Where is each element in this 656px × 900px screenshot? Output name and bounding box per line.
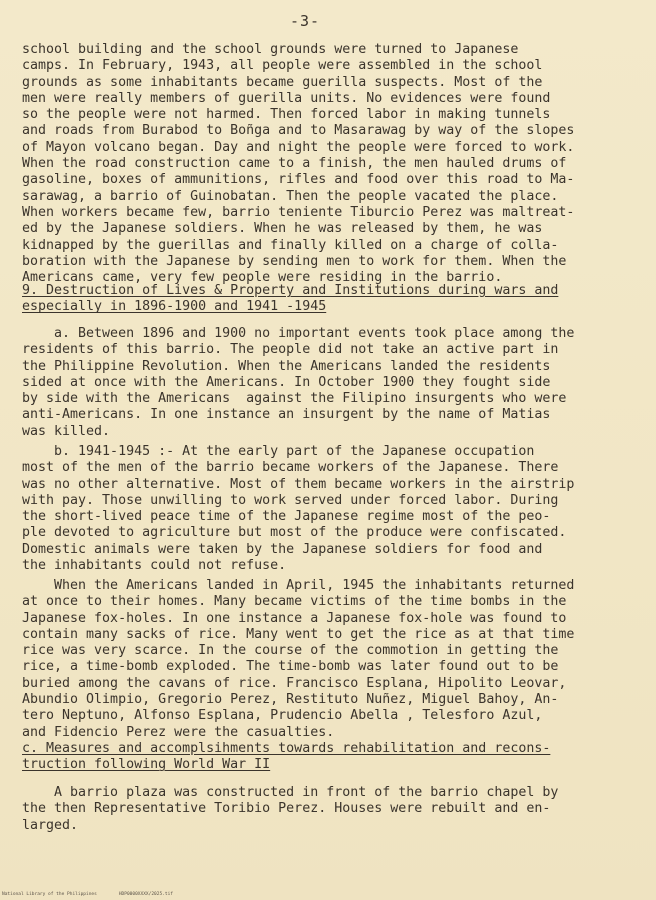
text-line: grounds as some inhabitants became guerilla suspects. Most of the [22,74,543,90]
section-heading-9 [22,283,642,316]
section-heading-c [22,741,642,774]
text-line: especially in 1896-1900 and 1941 -1945 [22,299,327,315]
text-line: buried among the cavans of rice. Francisco Esplana, Hipolito Leovar, [22,675,567,691]
text-line: at once to their homes. Many became victims of the time bombs in the [22,594,567,610]
paragraph-intro [22,42,642,286]
text-line: school building and the school grounds were turned to Japanese [22,42,519,57]
text-line: camps. In February, 1943, all people were assembled in the school [22,58,543,74]
text-line: ed by the Japanese soldiers. When he was released by them, he was [22,221,543,237]
page-number: -3- [290,12,321,30]
text-line: ple devoted to agriculture but most of the produce were confiscated. [22,525,567,541]
text-line: tero Neptuno, Alfonso Esplana, Prudencio Abella , Telesforo Azul, [22,708,543,724]
text-line: a. Between 1896 and 1900 no important events took place among the [22,326,575,341]
text-line: most of the men of the barrio became workers of the Japanese. There [22,460,559,476]
paragraph-a [22,326,642,440]
text-line: men were really members of guerilla units. No evidences were found [22,90,551,106]
text-line: sided at once with the Americans. In October 1900 they fought side [22,374,551,390]
text-line: When workers became few, barrio teniente Tiburcio Perez was maltreat- [22,204,575,220]
paragraph-americans-landed [22,578,642,741]
text-line: Japanese fox-holes. In one instance a Japanese fox-hole was found to [22,610,567,626]
text-line: b. 1941-1945 :- At the early part of the Japanese occupation [22,444,535,459]
paragraph-c [22,785,642,834]
text-line: the short-lived peace time of the Japanese regime most of the peo- [22,509,551,525]
file-id: HDP0000XXXX/2025.tif [118,892,174,897]
text-line: and Fidencio Perez were the casualties. [22,724,335,740]
text-line: and roads from Burabod to Boñga and to Masarawag by way of the slopes [22,123,575,139]
text-line: Abundio Olimpio, Gregorio Perez, Restituto Nuñez, Miguel Bahoy, An- [22,692,559,708]
text-line: When the road construction came to a finish, the men hauled drums of [22,156,567,172]
text-line: the Philippine Revolution. When the Americans landed the residents [22,358,551,374]
text-line: Domestic animals were taken by the Japanese soldiers for food and [22,541,543,557]
text-line: When the Americans landed in April, 1945 the inhabitants returned [22,578,575,593]
text-line: so the people were not harmed. Then forced labor in making tunnels [22,107,551,123]
text-line: of Mayon volcano began. Day and night the people were forced to work. [22,139,575,155]
text-line: the then Representative Toribio Perez. Houses were rebuilt and en- [22,801,551,817]
text-line: rice, a time-bomb exploded. The time-bomb was later found out to be [22,659,559,675]
text-line: 9. Destruction of Lives & Property and Institutions during wars and [22,283,559,298]
text-line: A barrio plaza was constructed in front of the barrio chapel by [22,785,559,800]
text-line: larged. [22,817,79,833]
text-line: c. Measures and accomplsihments towards rehabilitation and recons- [22,741,551,756]
paragraph-b [22,444,642,574]
text-line: sarawag, a barrio of Guinobatan. Then the people vacated the place. [22,188,559,204]
text-line: Americans came, very few people were residing in the barrio. [22,270,503,286]
text-line: was no other alternative. Most of them became workers in the airstrip [22,476,575,492]
text-line: by side with the Americans against the Filipino insurgents who were [22,391,567,407]
text-line: truction following World War II [22,757,271,773]
text-line: the inhabitants could not refuse. [22,558,287,574]
text-line: residents of this barrio. The people did not take an active part in [22,342,559,358]
text-line: kidnapped by the guerillas and finally killed on a charge of colla- [22,237,559,253]
library-name: National Library of the Philippines [2,892,97,897]
text-line: anti-Americans. In one instance an insurgent by the name of Matias [22,407,551,423]
text-line: gasoline, boxes of ammunitions, rifles and food over this road to Ma- [22,172,575,188]
text-line: was killed. [22,423,111,439]
text-line: contain many sacks of rice. Many went to get the rice as at that time [22,626,575,642]
text-line: rice was very scarce. In the course of the commotion in getting the [22,643,559,659]
text-line: boration with the Japanese by sending men to work for them. When the [22,253,567,269]
text-line: with pay. Those unwilling to work served under forced labor. During [22,492,559,508]
scan-footer [2,892,195,897]
